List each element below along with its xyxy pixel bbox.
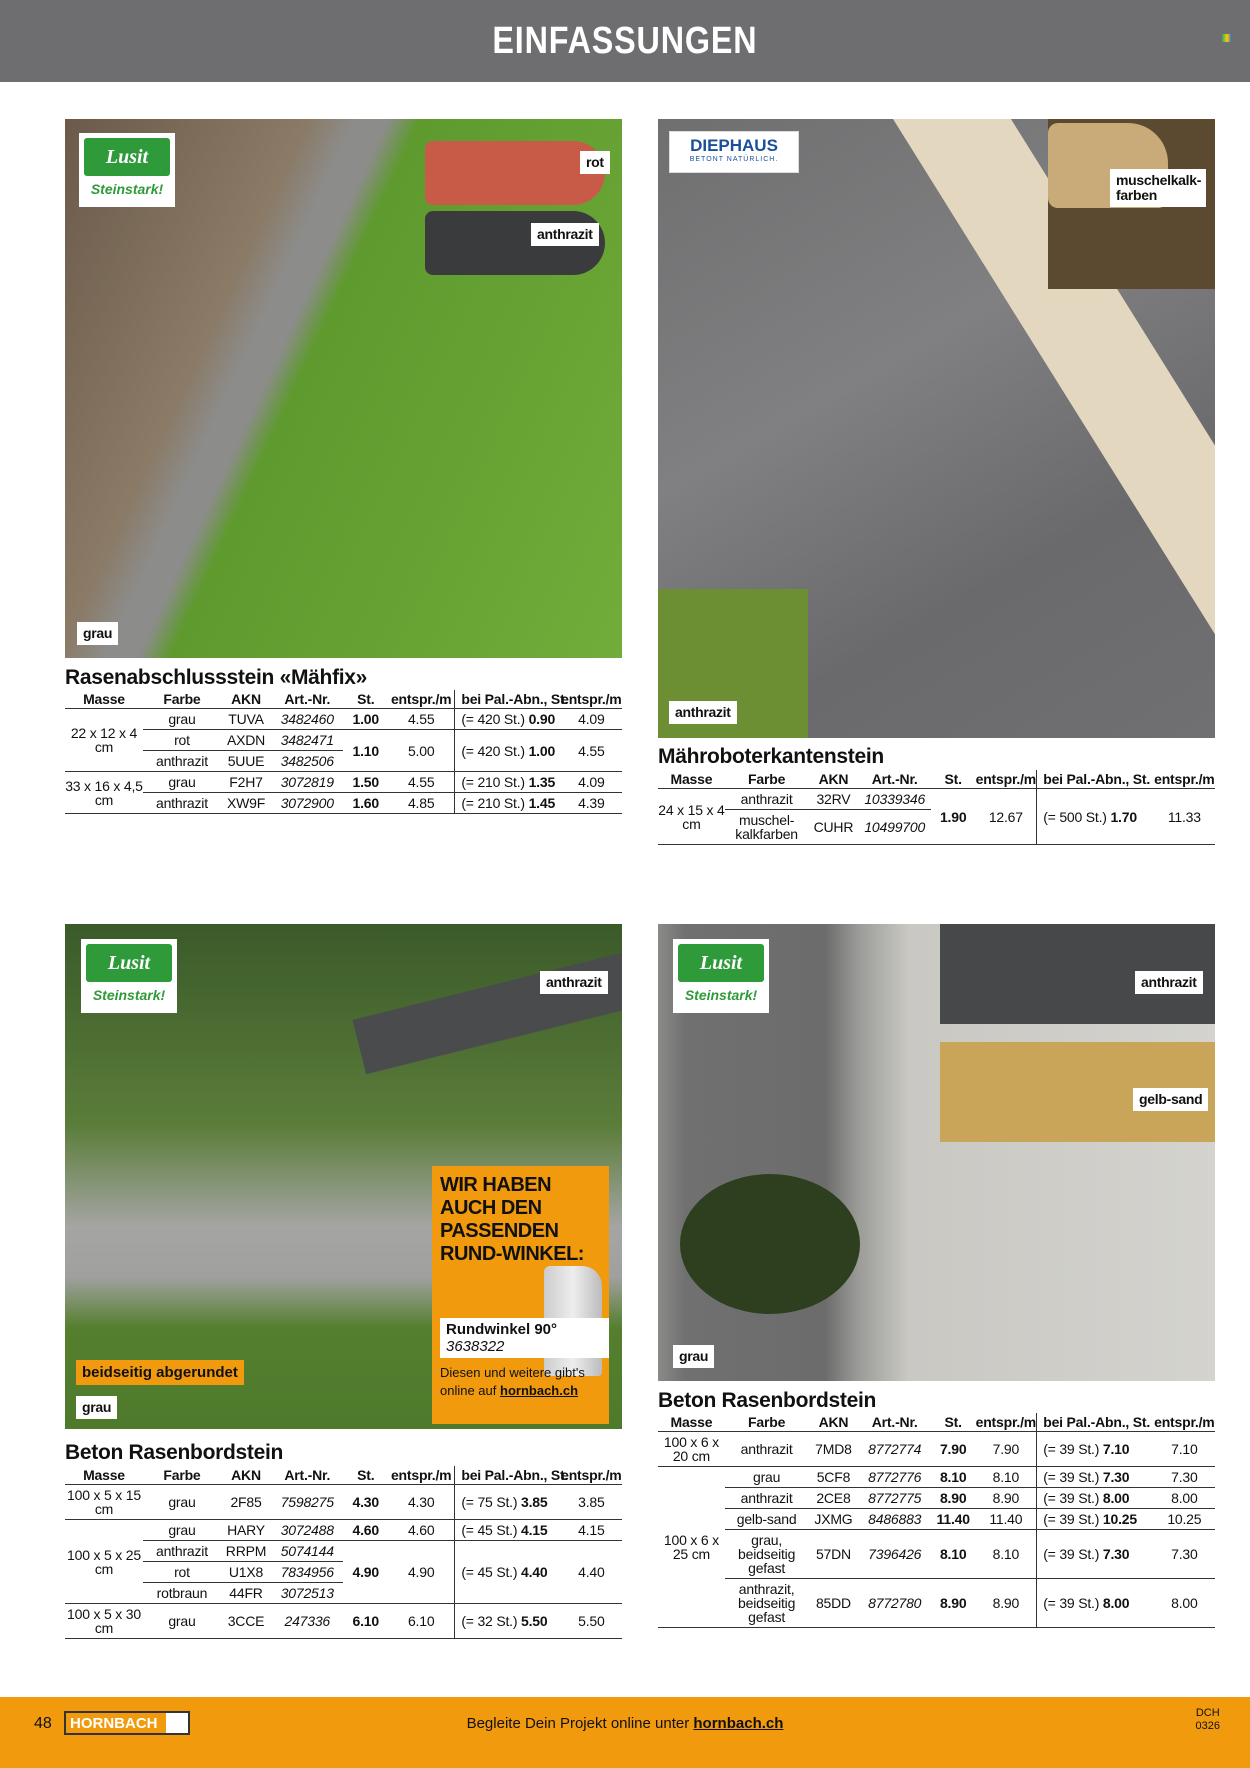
table-row <box>65 793 622 814</box>
cell-pal: (= 210 St.) 1.35 <box>455 772 561 793</box>
cell-art: 3482460 <box>271 709 343 730</box>
cell-st: 1.10 <box>343 730 388 772</box>
table-row <box>658 1530 1215 1579</box>
cell-pm: 4.09 <box>561 709 622 730</box>
table-row <box>65 730 622 751</box>
cell-art: 3482506 <box>271 751 343 772</box>
hornbach-logo: HORNBACH <box>64 1711 190 1735</box>
cell-m: 4.55 <box>388 709 455 730</box>
table-row <box>65 1520 622 1541</box>
cell-pm: 5.50 <box>561 1604 622 1639</box>
lusit-logo: Lusit Steinstark! <box>81 939 177 1013</box>
column-header: Masse <box>658 1413 725 1432</box>
table-header <box>65 1466 622 1485</box>
color-dots-icon <box>1222 34 1232 42</box>
column-header: St. <box>343 690 388 709</box>
cell-farbe: anthrazit <box>143 793 221 814</box>
cell-akn: 7MD8 <box>808 1432 858 1467</box>
column-header: Farbe <box>143 690 221 709</box>
cell-art: 7396426 <box>859 1530 931 1579</box>
promo-text: Diesen und weitere gibt's online auf <box>440 1365 585 1398</box>
cell-m: 4.30 <box>388 1485 455 1520</box>
cell-art: 3482471 <box>271 730 343 751</box>
color-label-gelbsand: gelb-sand <box>1133 1088 1208 1111</box>
cell-akn: RRPM <box>221 1541 271 1562</box>
cell-akn: 2CE8 <box>808 1488 858 1509</box>
red-stone <box>425 141 605 205</box>
cell-akn: TUVA <box>221 709 271 730</box>
color-label-grau: grau <box>76 1396 117 1419</box>
table-row <box>65 709 622 730</box>
cell-farbe: anthrazit <box>143 751 221 772</box>
cell-akn: AXDN <box>221 730 271 751</box>
price-table <box>65 690 622 814</box>
cell-pm: 4.15 <box>561 1520 622 1541</box>
cell-pm: 4.09 <box>561 772 622 793</box>
cell-art: 7598275 <box>271 1485 343 1520</box>
cell-art: 8772776 <box>859 1467 931 1488</box>
cell-st: 8.90 <box>931 1579 976 1628</box>
cell-farbe: grau <box>143 1604 221 1639</box>
cell-pal-price: 4.40 <box>521 1564 548 1580</box>
cell-m: 4.60 <box>388 1520 455 1541</box>
cell-art: 3072513 <box>271 1583 343 1604</box>
cell-pal-price: 7.30 <box>1102 1546 1130 1562</box>
column-header: entspr./m <box>1154 1414 1215 1430</box>
shrub <box>680 1174 860 1314</box>
cell-akn: F2H7 <box>221 772 271 793</box>
cell-art: 8772775 <box>859 1488 931 1509</box>
price-table <box>658 1413 1215 1628</box>
column-header: bei Pal.-Abn., St. <box>1037 1413 1154 1432</box>
column-header: AKN <box>808 1413 858 1432</box>
cell-art: 10339346 <box>859 789 931 810</box>
cell-akn: CUHR <box>808 810 858 845</box>
column-header: St. <box>931 1413 976 1432</box>
cell-pm: 7.30 <box>1154 1467 1215 1488</box>
cell-farbe: grau <box>143 1520 221 1541</box>
cell-pal: (= 39 St.) 7.30 <box>1037 1530 1154 1579</box>
cell-masse: 22 x 12 x 4 cm <box>65 709 143 772</box>
column-header: AKN <box>221 1466 271 1485</box>
cell-farbe: grau <box>725 1467 809 1488</box>
column-header: entspr./m <box>388 690 455 709</box>
column-header: Farbe <box>725 770 809 789</box>
cell-st: 8.10 <box>931 1530 976 1579</box>
cell-akn: 32RV <box>808 789 858 810</box>
cell-farbe: rot <box>143 1562 221 1583</box>
cell-st: 4.30 <box>343 1485 388 1520</box>
promo-link[interactable]: hornbach.ch <box>500 1383 579 1398</box>
cell-m: 7.90 <box>975 1432 1036 1467</box>
cell-art: 8772780 <box>859 1579 931 1628</box>
cell-art: 7834956 <box>271 1562 343 1583</box>
cell-m: 4.55 <box>388 772 455 793</box>
cell-akn: 5UUE <box>221 751 271 772</box>
cell-pal-price: 1.00 <box>528 742 556 759</box>
column-header: entspr./m <box>975 1414 1037 1430</box>
cell-farbe: gelb-sand <box>725 1509 809 1530</box>
table-header <box>65 690 622 709</box>
cell-st: 11.40 <box>931 1509 976 1530</box>
promo-art-nr: 3638322 <box>446 1338 505 1355</box>
table-row <box>658 789 1215 810</box>
cell-akn: 57DN <box>808 1530 858 1579</box>
cell-masse: 33 x 16 x 4,5 cm <box>65 772 143 814</box>
cell-m: 8.90 <box>975 1488 1036 1509</box>
cell-pal: (= 420 St.) 0.90 <box>455 709 561 730</box>
cell-pm: 7.30 <box>1154 1530 1215 1579</box>
cell-akn: 44FR <box>221 1583 271 1604</box>
column-header: Masse <box>658 770 725 789</box>
cell-farbe: anthrazit <box>143 1541 221 1562</box>
column-header: Masse <box>65 1466 143 1485</box>
cell-masse: 100 x 5 x 25 cm <box>65 1520 143 1604</box>
cell-masse: 100 x 6 x 20 cm <box>658 1432 725 1467</box>
cell-masse: 100 x 5 x 30 cm <box>65 1604 143 1639</box>
cell-m: 5.00 <box>388 730 455 772</box>
cell-pal: (= 500 St.) 1.70 <box>1037 789 1154 845</box>
page-title: EINFASSUNGEN <box>492 19 758 62</box>
diephaus-logo: DIEPHAUS BETONT NATÜRLICH. <box>669 131 799 173</box>
label-abgerundet: beidseitig abgerundet <box>76 1360 244 1385</box>
cell-farbe: muschel-kalkfarben <box>725 810 809 845</box>
cell-m: 8.10 <box>975 1467 1036 1488</box>
cell-pm: 8.00 <box>1154 1488 1215 1509</box>
cell-m: 4.85 <box>388 793 455 814</box>
page-footer <box>0 1697 1250 1768</box>
cell-st: 6.10 <box>343 1604 388 1639</box>
cell-pal-price: 3.85 <box>521 1494 548 1510</box>
column-header: AKN <box>808 770 858 789</box>
cell-farbe: grau <box>143 772 221 793</box>
cell-akn: 85DD <box>808 1579 858 1628</box>
page-number: 48 <box>34 1715 52 1732</box>
table-row <box>65 772 622 793</box>
column-header: bei Pal.-Abn., St. <box>455 690 561 709</box>
cell-pal-price: 8.00 <box>1102 1595 1130 1611</box>
cell-art: 5074144 <box>271 1541 343 1562</box>
cell-st: 8.90 <box>931 1488 976 1509</box>
cell-farbe: anthrazit <box>725 789 809 810</box>
footer-link[interactable]: hornbach.ch <box>693 1715 784 1732</box>
cell-pal: (= 210 St.) 1.45 <box>455 793 561 814</box>
cell-m: 6.10 <box>388 1604 455 1639</box>
cell-st: 1.90 <box>931 789 976 845</box>
column-header: Masse <box>65 690 143 709</box>
table-row <box>65 1485 622 1520</box>
cell-pal: (= 75 St.) 3.85 <box>455 1485 561 1520</box>
column-header: Farbe <box>143 1466 221 1485</box>
cell-pal: (= 32 St.) 5.50 <box>455 1604 561 1639</box>
cell-pm: 10.25 <box>1154 1509 1215 1530</box>
column-header: Art.-Nr. <box>271 690 343 709</box>
cell-akn: HARY <box>221 1520 271 1541</box>
cell-pm: 4.55 <box>561 730 622 772</box>
price-table <box>658 770 1215 845</box>
product-title: Beton Rasenbordstein <box>658 1389 877 1412</box>
column-header: entspr./m <box>388 1466 455 1485</box>
color-label-anthrazit: anthrazit <box>1135 971 1203 994</box>
cell-pal-price: 0.90 <box>528 711 556 727</box>
cell-m: 4.90 <box>388 1541 455 1604</box>
promo-product: Rundwinkel 90° 3638322 <box>440 1318 609 1358</box>
promo-rundwinkel <box>432 1166 609 1424</box>
cell-m: 12.67 <box>975 789 1036 845</box>
cell-pal: (= 39 St.) 8.00 <box>1037 1488 1154 1509</box>
cell-farbe: anthrazit, beidseitig gefast <box>725 1579 809 1628</box>
table-row <box>658 1509 1215 1530</box>
cell-st: 4.60 <box>343 1520 388 1541</box>
cell-art: 3072819 <box>271 772 343 793</box>
cell-art: 8772774 <box>859 1432 931 1467</box>
column-header: St. <box>931 770 976 789</box>
cell-st: 8.10 <box>931 1467 976 1488</box>
cell-farbe: rotbraun <box>143 1583 221 1604</box>
cell-art: 3072488 <box>271 1520 343 1541</box>
product-image-maehroboter <box>658 119 1215 738</box>
cell-pm: 7.10 <box>1154 1432 1215 1467</box>
column-header: bei Pal.-Abn., St. <box>455 1466 561 1485</box>
cell-farbe: grau, beidseitig gefast <box>725 1530 809 1579</box>
cell-pal-price: 8.00 <box>1102 1490 1130 1506</box>
cell-pm: 8.00 <box>1154 1579 1215 1628</box>
cell-pal: (= 45 St.) 4.40 <box>455 1541 561 1604</box>
cell-st: 4.90 <box>343 1541 388 1604</box>
cell-akn: JXMG <box>808 1509 858 1530</box>
cell-pm: 3.85 <box>561 1485 622 1520</box>
cell-farbe: anthrazit <box>725 1432 809 1467</box>
color-label-anthrazit: anthrazit <box>540 971 608 994</box>
cell-akn: 3CCE <box>221 1604 271 1639</box>
cell-art: 8486883 <box>859 1509 931 1530</box>
cell-akn: 5CF8 <box>808 1467 858 1488</box>
footer-text: Begleite Dein Projekt online unter <box>466 1715 690 1732</box>
color-label-anthrazit: anthrazit <box>669 701 737 724</box>
cell-masse: 100 x 6 x 25 cm <box>658 1467 725 1628</box>
cell-farbe: rot <box>143 730 221 751</box>
column-header: entspr./m <box>1154 771 1215 787</box>
cell-pal-price: 1.45 <box>528 795 556 811</box>
cell-art: 3072900 <box>271 793 343 814</box>
cell-pal: (= 39 St.) 7.30 <box>1037 1467 1154 1488</box>
cell-pal-price: 7.10 <box>1102 1441 1130 1457</box>
cell-pal: (= 420 St.) 1.00 <box>455 730 561 772</box>
lusit-logo: Lusit Steinstark! <box>673 939 769 1013</box>
cell-masse: 24 x 15 x 4 cm <box>658 789 725 845</box>
table-row <box>65 1604 622 1639</box>
column-header: Art.-Nr. <box>271 1466 343 1485</box>
price-table <box>65 1466 622 1639</box>
cell-pal: (= 39 St.) 10.25 <box>1037 1509 1154 1530</box>
cell-masse: 100 x 5 x 15 cm <box>65 1485 143 1520</box>
cell-art: 10499700 <box>859 810 931 845</box>
table-row <box>658 1488 1215 1509</box>
cell-akn: 2F85 <box>221 1485 271 1520</box>
cell-farbe: grau <box>143 1485 221 1520</box>
column-header: AKN <box>221 690 271 709</box>
column-header: Farbe <box>725 1413 809 1432</box>
cell-st: 1.00 <box>343 709 388 730</box>
cell-farbe: grau <box>143 709 221 730</box>
lusit-logo: Lusit Steinstark! <box>79 133 175 207</box>
column-header: St. <box>343 1466 388 1485</box>
cell-pm: 4.39 <box>561 793 622 814</box>
cell-pal: (= 39 St.) 7.10 <box>1037 1432 1154 1467</box>
table-header <box>658 770 1215 789</box>
cell-m: 8.90 <box>975 1579 1036 1628</box>
color-label-grau: grau <box>673 1345 714 1368</box>
table-row <box>658 1432 1215 1467</box>
cell-akn: XW9F <box>221 793 271 814</box>
column-header: Art.-Nr. <box>859 1413 931 1432</box>
table-row <box>658 1467 1215 1488</box>
promo-headline: WIR HABEN AUCH DEN PASSENDEN RUND-WINKEL: <box>440 1174 584 1265</box>
product-title: Mähroboterkantenstein <box>658 745 884 768</box>
cell-pal: (= 45 St.) 4.15 <box>455 1520 561 1541</box>
cell-st: 1.60 <box>343 793 388 814</box>
cell-art: 247336 <box>271 1604 343 1639</box>
color-label-muschelkalk: muschelkalk-farben <box>1110 169 1206 207</box>
cell-farbe: anthrazit <box>725 1488 809 1509</box>
cell-m: 8.10 <box>975 1530 1036 1579</box>
column-header: entspr./m <box>561 1467 622 1483</box>
column-header: entspr./m <box>561 691 622 707</box>
cell-pal-price: 1.70 <box>1110 808 1137 825</box>
cell-pal: (= 39 St.) 8.00 <box>1037 1579 1154 1628</box>
table-row <box>65 1541 622 1562</box>
table-row <box>658 1579 1215 1628</box>
column-header: entspr./m <box>975 771 1037 787</box>
cell-pm: 11.33 <box>1154 789 1215 845</box>
cell-pm: 4.40 <box>561 1541 622 1604</box>
cell-st: 1.50 <box>343 772 388 793</box>
anthracite-stone <box>353 950 622 1074</box>
color-label-anthrazit: anthrazit <box>531 223 599 246</box>
table-header <box>658 1413 1215 1432</box>
product-title: Rasenabschlussstein «Mähfix» <box>65 666 368 689</box>
color-label-grau: grau <box>77 622 118 645</box>
cell-pal-price: 4.15 <box>521 1522 548 1538</box>
color-label-rot: rot <box>580 151 610 174</box>
cell-akn: U1X8 <box>221 1562 271 1583</box>
cell-st: 7.90 <box>931 1432 976 1467</box>
product-title: Beton Rasenbordstein <box>65 1441 284 1464</box>
cell-pal-price: 1.35 <box>528 774 556 790</box>
cell-pal-price: 7.30 <box>1102 1469 1130 1485</box>
cell-m: 11.40 <box>975 1509 1036 1530</box>
catalog-code: DCH 0326 <box>1195 1707 1220 1732</box>
cell-pal-price: 10.25 <box>1102 1511 1137 1527</box>
cell-pal-price: 5.50 <box>521 1613 548 1629</box>
page-header <box>0 0 1250 82</box>
column-header: bei Pal.-Abn., St. <box>1037 770 1154 789</box>
column-header: Art.-Nr. <box>859 770 931 789</box>
